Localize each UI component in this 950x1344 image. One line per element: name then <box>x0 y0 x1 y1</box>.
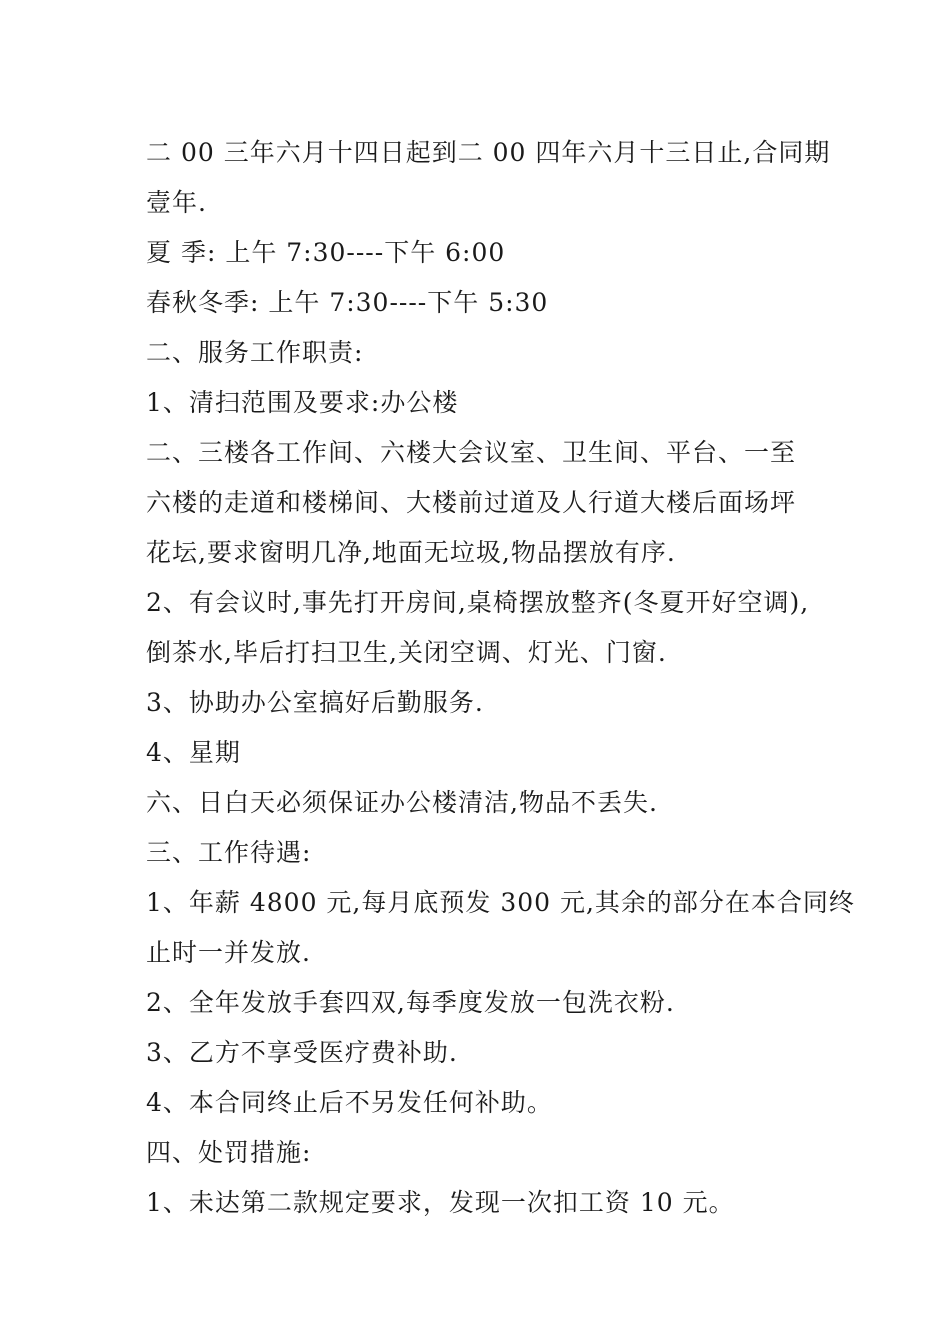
section-heading: 三、工作待遇: <box>146 838 312 867</box>
text-line: 春秋冬季: 上午 7:30----下午 5:30 <box>146 288 549 317</box>
text-line: 六楼的走道和楼梯间、大楼前过道及人行道大楼后面场坪 <box>146 488 797 517</box>
text-line: 六、日白天必须保证办公楼清洁,物品不丢失. <box>146 788 658 817</box>
section-heading: 四、处罚措施: <box>146 1138 312 1167</box>
text-line: 4、本合同终止后不另发任何补助。 <box>146 1088 553 1117</box>
text-line: 二 00 三年六月十四日起到二 00 四年六月十三日止,合同期 <box>146 138 831 167</box>
text-line: 2、全年发放手套四双,每季度发放一包洗衣粉. <box>146 988 675 1017</box>
text-line: 3、协助办公室搞好后勤服务. <box>146 688 484 717</box>
document-body <box>146 128 855 1228</box>
text-line: 3、乙方不享受医疗费补助. <box>146 1038 458 1067</box>
text-line: 壹年. <box>146 188 207 217</box>
text-line: 花坛,要求窗明几净,地面无垃圾,物品摆放有序. <box>146 538 676 567</box>
text-line: 1、未达第二款规定要求，发现一次扣工资 10 元。 <box>146 1188 735 1217</box>
text-line: 二、三楼各工作间、六楼大会议室、卫生间、平台、一至 <box>146 438 797 467</box>
text-line: 止时一并发放. <box>146 938 311 967</box>
text-line: 1、年薪 4800 元,每月底预发 300 元,其余的部分在本合同终 <box>146 888 855 917</box>
text-line: 1、清扫范围及要求:办公楼 <box>146 388 459 417</box>
text-line: 4、星期 <box>146 738 241 767</box>
text-line: 2、有会议时,事先打开房间,桌椅摆放整齐(冬夏开好空调), <box>146 588 810 617</box>
text-line: 倒茶水,毕后打扫卫生,关闭空调、灯光、门窗. <box>146 638 667 667</box>
text-line: 夏 季: 上午 7:30----下午 6:00 <box>146 238 506 267</box>
section-heading: 二、服务工作职责: <box>146 338 364 367</box>
